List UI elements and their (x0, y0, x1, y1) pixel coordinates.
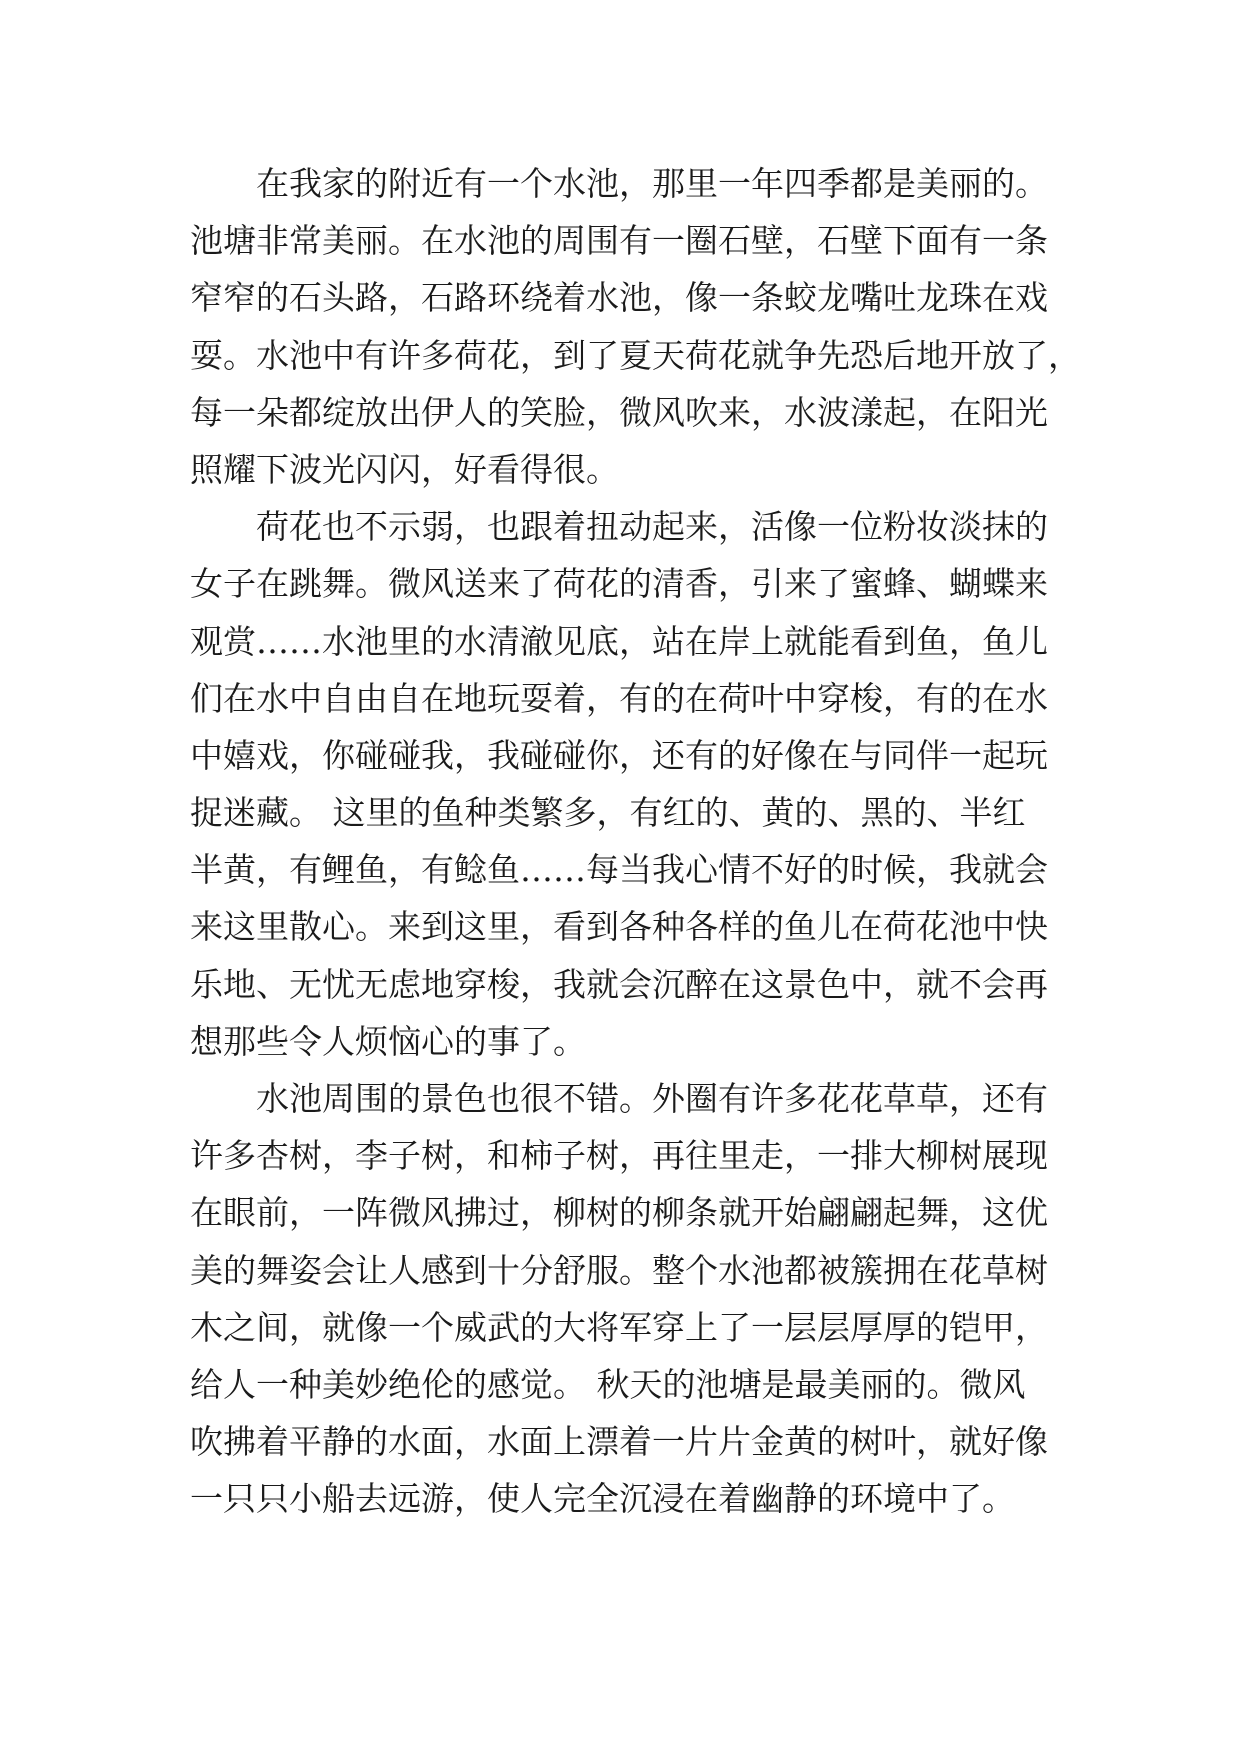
text-line: 捉迷藏。 这里的鱼种类繁多，有红的、黄的、黑的、半红 (190, 793, 1026, 833)
text-line: 来这里散心。来到这里，看到各种各样的鱼儿在荷花池中快 (190, 907, 1048, 947)
essay-body (190, 155, 1090, 1528)
text-line: 美的舞姿会让人感到十分舒服。整个水池都被簇拥在花草树 (190, 1250, 1048, 1290)
text-line: 窄窄的石头路，石路环绕着水池，像一条蛟龙嘴吐龙珠在戏 (190, 278, 1048, 318)
text-line: 半黄，有鲤鱼，有鲶鱼……每当我心情不好的时候，我就会 (190, 850, 1048, 890)
text-line: 们在水中自由自在地玩耍着，有的在荷叶中穿梭，有的在水 (190, 678, 1048, 718)
text-line: 给人一种美妙绝伦的感觉。 秋天的池塘是最美丽的。微风 (190, 1364, 1026, 1404)
text-line: 女子在跳舞。微风送来了荷花的清香，引来了蜜蜂、蝴蝶来 (190, 564, 1048, 604)
text-line: 耍。水池中有许多荷花，到了夏天荷花就争先恐后地开放了， (190, 335, 1081, 375)
text-line: 观赏……水池里的水清澈见底，站在岸上就能看到鱼，鱼儿 (190, 621, 1048, 661)
text-line: 乐地、无忧无虑地穿梭，我就会沉醉在这景色中，就不会再 (190, 964, 1048, 1004)
text-line: 中嬉戏，你碰碰我，我碰碰你，还有的好像在与同伴一起玩 (190, 735, 1048, 775)
text-line: 池塘非常美丽。在水池的周围有一圈石壁，石壁下面有一条 (190, 221, 1048, 261)
text-line: 吹拂着平静的水面，水面上漂着一片片金黄的树叶，就好像 (190, 1422, 1048, 1462)
text-line: 木之间，就像一个威武的大将军穿上了一层层厚厚的铠甲， (190, 1307, 1048, 1347)
text-line: 水池周围的景色也很不错。外圈有许多花花草草，还有 (256, 1079, 1048, 1118)
text-line: 想那些令人烦恼心的事了。 (190, 1021, 586, 1061)
text-line: 许多杏树，李子树，和柿子树，再往里走，一排大柳树展现 (190, 1136, 1048, 1176)
text-line: 照耀下波光闪闪，好看得很。 (190, 449, 619, 489)
text-line: 荷花也不示弱，也跟着扭动起来，活像一位粉妆淡抹的 (256, 507, 1048, 547)
text-line: 每一朵都绽放出伊人的笑脸，微风吹来，水波漾起，在阳光 (190, 392, 1048, 432)
text-line: 在眼前，一阵微风拂过，柳树的柳条就开始翩翩起舞，这优 (190, 1193, 1048, 1233)
text-line: 在我家的附近有一个水池，那里一年四季都是美丽的。 (256, 164, 1048, 203)
text-line: 一只只小船去远游，使人完全沉浸在着幽静的环境中了。 (190, 1479, 1015, 1519)
